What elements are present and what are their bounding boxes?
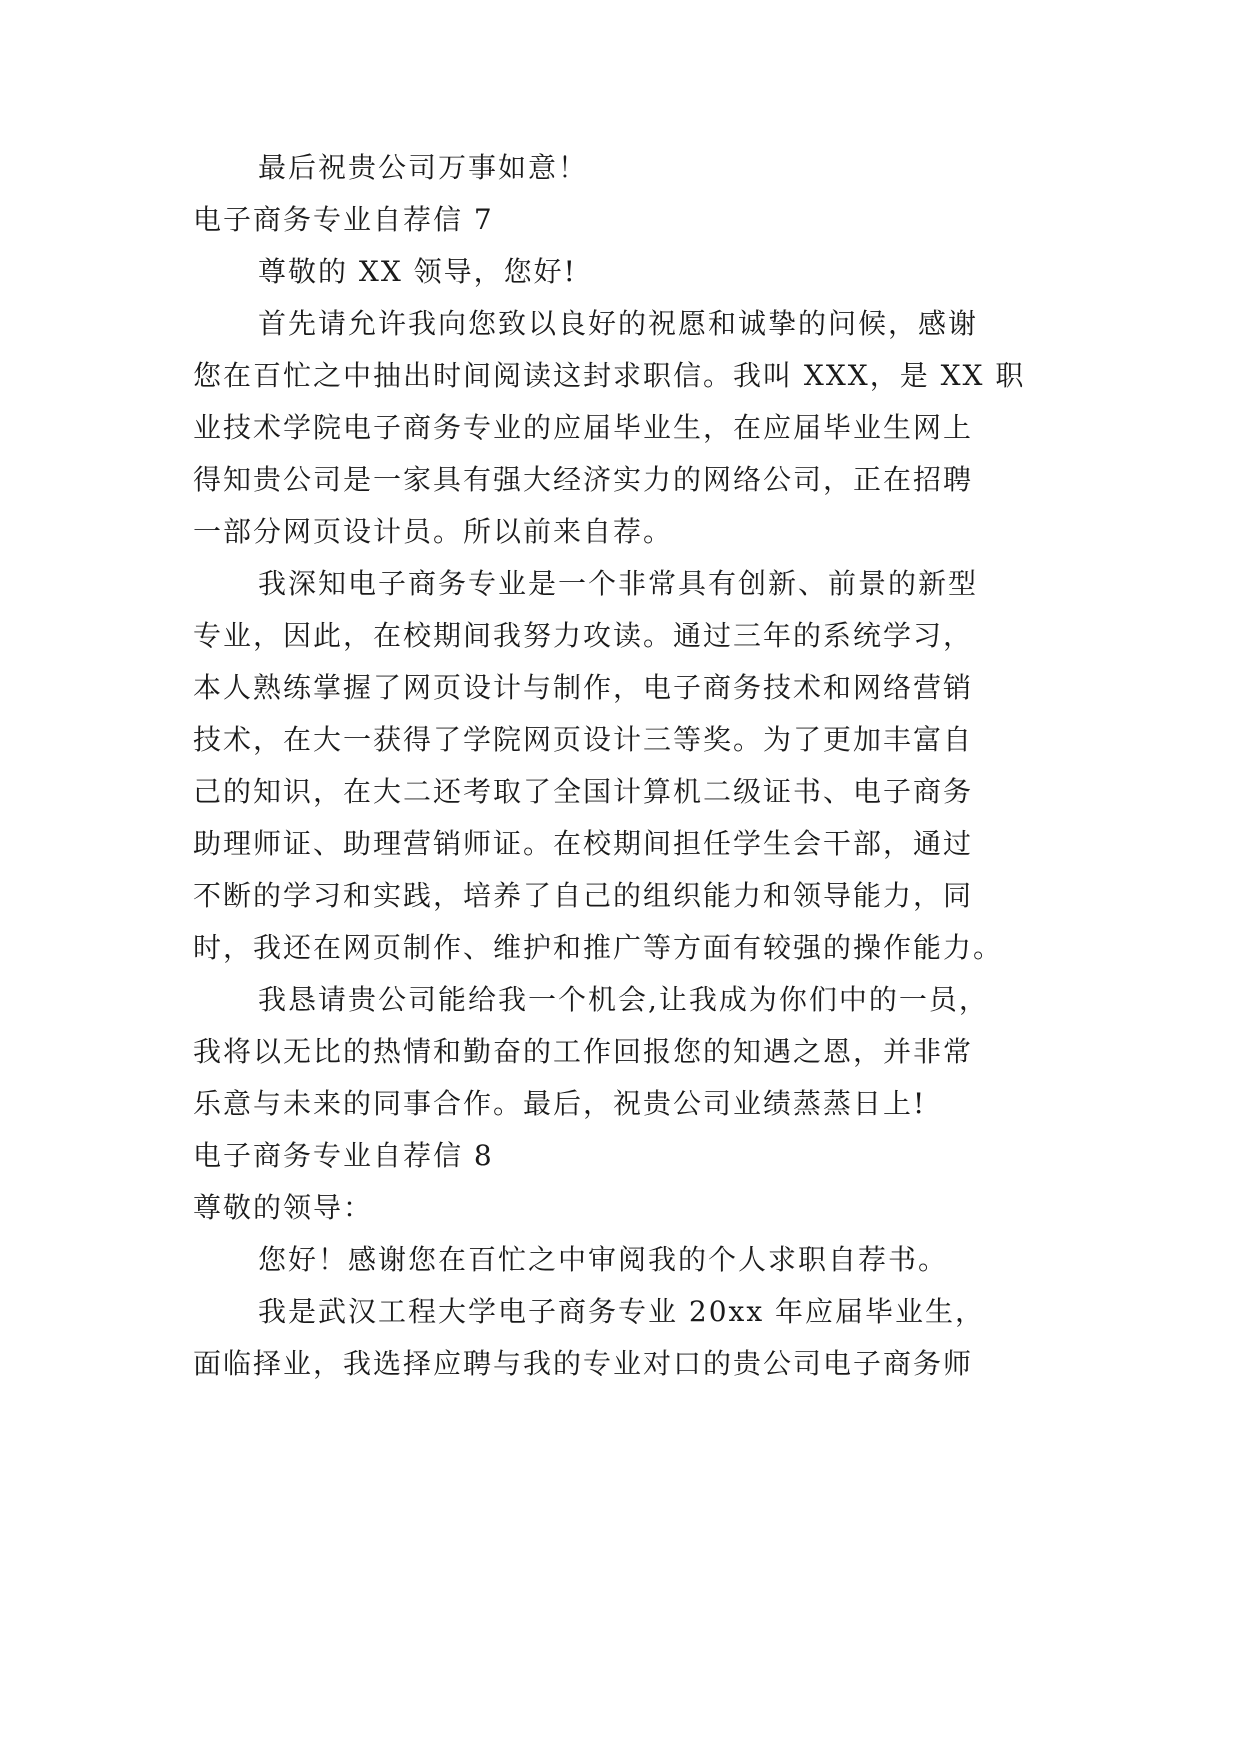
body-line: 我是武汉工程大学电子商务专业 20xx 年应届毕业生，	[258, 1295, 986, 1328]
body-line: 助理师证、助理营销师证。在校期间担任学生会干部，通过	[193, 827, 974, 860]
letter-7-title: 电子商务专业自荐信 7	[193, 203, 494, 236]
body-line: 我将以无比的热情和勤奋的工作回报您的知遇之恩，并非常	[193, 1035, 974, 1068]
letter-8-salutation: 尊敬的领导：	[193, 1191, 374, 1224]
body-line: 不断的学习和实践，培养了自己的组织能力和领导能力，同	[193, 879, 974, 912]
body-line: 业技术学院电子商务专业的应届毕业生，在应届毕业生网上	[193, 411, 974, 444]
body-line: 您在百忙之中抽出时间阅读这封求职信。我叫 XXX，是 XX 职	[193, 359, 1026, 392]
body-line: 己的知识，在大二还考取了全国计算机二级证书、电子商务	[193, 775, 974, 808]
body-line: 我深知电子商务专业是一个非常具有创新、前景的新型	[258, 567, 979, 600]
letter-7-salutation: 尊敬的 XX 领导，您好!	[258, 255, 577, 288]
body-line: 我恳请贵公司能给我一个机会,让我成为你们中的一员，	[258, 983, 989, 1016]
body-line: 技术，在大一获得了学院网页设计三等奖。为了更加丰富自	[193, 723, 974, 756]
body-line: 首先请允许我向您致以良好的祝愿和诚挚的问候，感谢	[258, 307, 979, 340]
body-line: 一部分网页设计员。所以前来自荐。	[193, 515, 674, 548]
body-line: 面临择业，我选择应聘与我的专业对口的贵公司电子商务师	[193, 1347, 974, 1380]
body-line: 乐意与未来的同事合作。最后，祝贵公司业绩蒸蒸日上!	[193, 1087, 927, 1120]
body-line: 时，我还在网页制作、维护和推广等方面有较强的操作能力。	[193, 931, 1004, 964]
closing-line: 最后祝贵公司万事如意！	[258, 151, 589, 184]
body-line: 专业，因此，在校期间我努力攻读。通过三年的系统学习，	[193, 619, 974, 652]
body-line: 本人熟练掌握了网页设计与制作，电子商务技术和网络营销	[193, 671, 974, 704]
body-line: 得知贵公司是一家具有强大经济实力的网络公司，正在招聘	[193, 463, 974, 496]
letter-8-title: 电子商务专业自荐信 8	[193, 1139, 494, 1172]
body-line: 您好！感谢您在百忙之中审阅我的个人求职自荐书。	[258, 1243, 949, 1276]
